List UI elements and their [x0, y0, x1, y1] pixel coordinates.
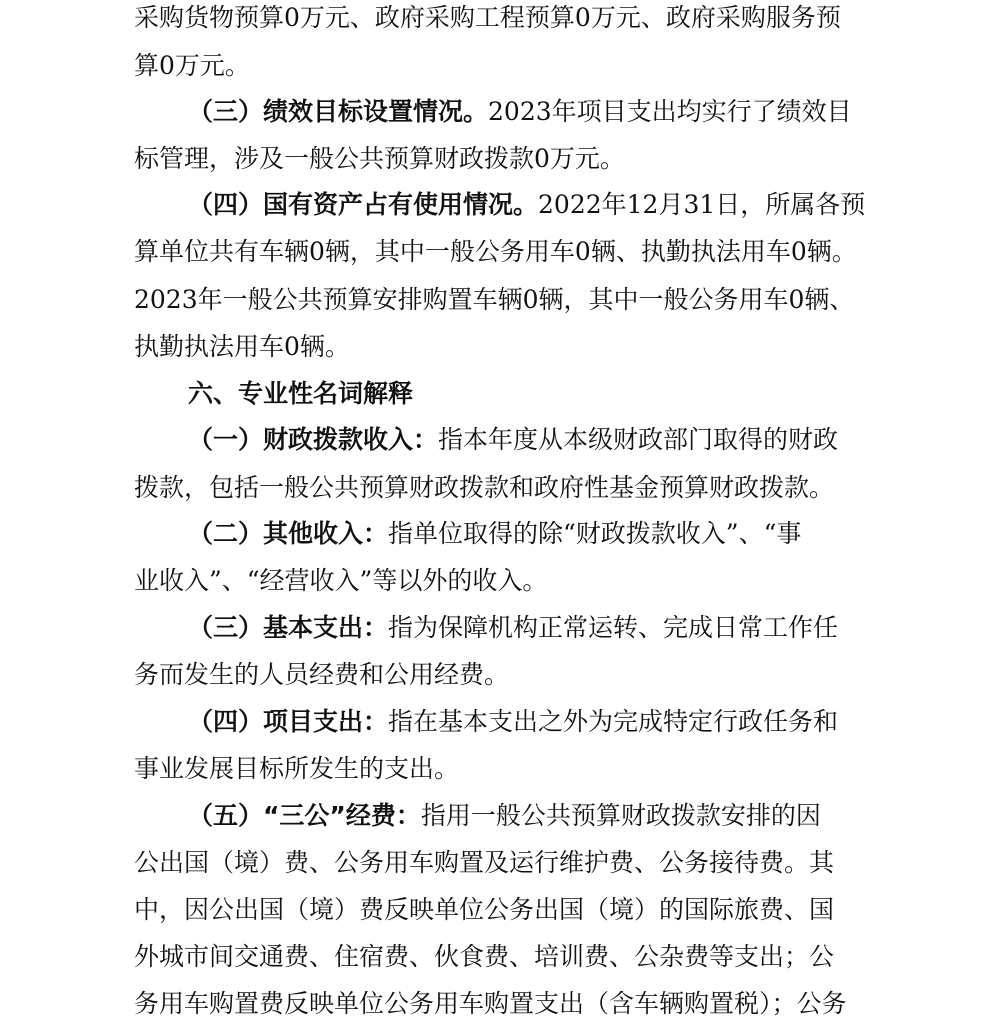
paragraph-line: 外城市间交通费、住宿费、伙食费、培训费、公杂费等支出；公	[134, 942, 835, 971]
paragraph-line: 执勤执法用车0辆。	[134, 332, 350, 361]
term-text: 指为保障机构正常运转、完成日常工作任	[388, 613, 839, 642]
paragraph-line: 公出国（境）费、公务用车购置及运行维护费、公务接待费。其	[134, 848, 835, 877]
paragraph-line: 算单位共有车辆0辆，其中一般公务用车0辆、执勤执法用车0辆。	[134, 237, 857, 266]
paragraph-line: 务而发生的人员经费和公用经费。	[134, 660, 510, 689]
paragraph-line: 业收入”、“经营收入”等以外的收入。	[134, 566, 548, 595]
term-label: （三）基本支出：	[188, 613, 389, 642]
assets-paragraph-line	[188, 189, 865, 221]
term-text: 指在基本支出之外为完成特定行政任务和	[388, 707, 839, 736]
assets-label: （四）国有资产占有使用情况。	[188, 190, 539, 219]
paragraph-line: 标管理，涉及一般公共预算财政拨款0万元。	[134, 144, 625, 173]
term-label: （五）“三公”经费：	[188, 801, 421, 830]
paragraph-line: 算0万元。	[134, 51, 250, 80]
term-paragraph-line	[188, 706, 838, 738]
perf-label: （三）绩效目标设置情况。	[188, 97, 489, 126]
term-label: （一）财政拨款收入：	[188, 425, 439, 454]
paragraph-line: 2023年一般公共预算安排购置车辆0辆，其中一般公务用车0辆、	[134, 285, 855, 314]
term-text: 指用一般公共预算财政拨款安排的因	[420, 801, 821, 830]
paragraph-line: 务用车购置费反映单位公务用车购置支出（含车辆购置税）；公务	[134, 989, 847, 1018]
term-text: 指单位取得的除“财政拨款收入”、“事	[388, 519, 802, 548]
term-paragraph-line	[188, 424, 838, 456]
term-label: （二）其他收入：	[188, 519, 389, 548]
paragraph-line: 拨款，包括一般公共预算财政拨款和政府性基金预算财政拨款。	[134, 473, 835, 502]
section-heading: 六、专业性名词解释	[188, 379, 414, 408]
paragraph-line: 事业发展目标所发生的支出。	[134, 754, 460, 783]
term-label: （四）项目支出：	[188, 707, 389, 736]
term-text: 指本年度从本级财政部门取得的财政	[438, 425, 839, 454]
paragraph-line: 中，因公出国（境）费反映单位公务出国（境）的国际旅费、国	[134, 895, 835, 924]
paragraph-line: 采购货物预算0万元、政府采购工程预算0万元、政府采购服务预	[134, 3, 841, 32]
term-paragraph-line	[188, 800, 821, 832]
term-paragraph-line	[188, 612, 838, 644]
term-paragraph-line	[188, 518, 801, 550]
perf-paragraph-line	[188, 96, 852, 128]
assets-text: 2022年12月31日，所属各预	[538, 190, 866, 219]
perf-text: 2023年项目支出均实行了绩效目	[488, 97, 852, 126]
